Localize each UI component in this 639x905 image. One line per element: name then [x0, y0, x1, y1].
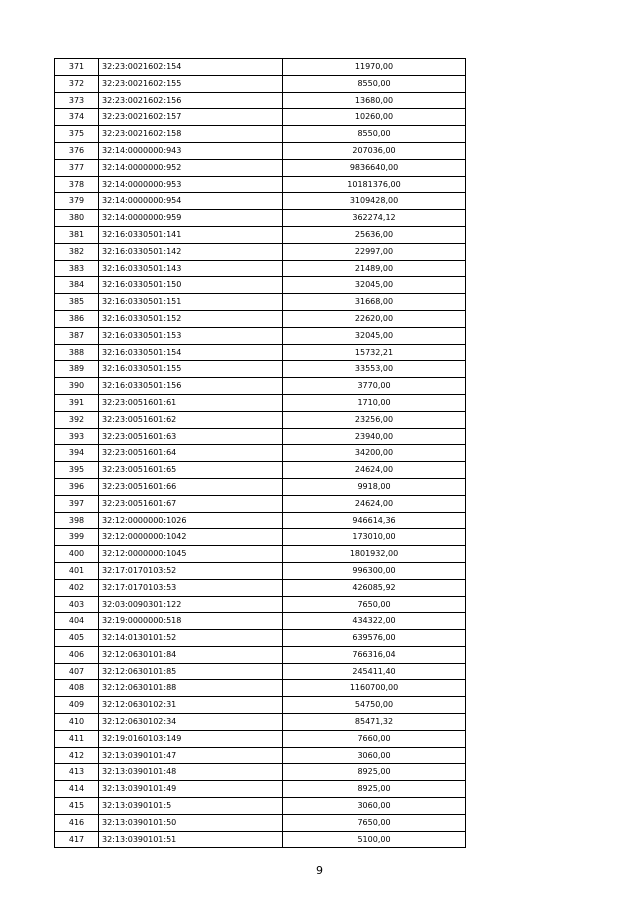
table-row — [55, 764, 466, 781]
value-cell: 3770,00 — [283, 378, 466, 395]
table-row — [55, 697, 466, 714]
cadastral-number-cell: 32:16:0330501:155 — [99, 361, 283, 378]
value-cell: 434322,00 — [283, 613, 466, 630]
cadastral-number-cell: 32:23:0021602:155 — [99, 75, 283, 92]
cadastral-number-cell: 32:23:0051601:61 — [99, 394, 283, 411]
cadastral-number-cell: 32:13:0390101:47 — [99, 747, 283, 764]
cadastral-number-cell: 32:17:0170103:52 — [99, 562, 283, 579]
row-number-cell: 407 — [55, 663, 99, 680]
table-row — [55, 327, 466, 344]
row-number-cell: 409 — [55, 697, 99, 714]
value-cell: 85471,32 — [283, 714, 466, 731]
value-cell: 21489,00 — [283, 260, 466, 277]
value-cell: 245411,40 — [283, 663, 466, 680]
cadastral-number-cell: 32:23:0051601:65 — [99, 462, 283, 479]
row-number-cell: 405 — [55, 630, 99, 647]
table-row — [55, 630, 466, 647]
cadastral-number-cell: 32:23:0051601:64 — [99, 445, 283, 462]
cadastral-number-cell: 32:16:0330501:152 — [99, 310, 283, 327]
cadastral-number-cell: 32:19:0000000:518 — [99, 613, 283, 630]
value-cell: 13680,00 — [283, 92, 466, 109]
row-number-cell: 403 — [55, 596, 99, 613]
row-number-cell: 379 — [55, 193, 99, 210]
table-row — [55, 310, 466, 327]
row-number-cell: 412 — [55, 747, 99, 764]
row-number-cell: 408 — [55, 680, 99, 697]
value-cell: 362274,12 — [283, 210, 466, 227]
cadastral-number-cell: 32:13:0390101:51 — [99, 831, 283, 848]
page-number: 9 — [316, 864, 323, 877]
cadastral-number-cell: 32:12:0630102:34 — [99, 714, 283, 731]
row-number-cell: 381 — [55, 226, 99, 243]
cadastral-number-cell: 32:17:0170103:53 — [99, 579, 283, 596]
cadastral-number-cell: 32:16:0330501:156 — [99, 378, 283, 395]
value-cell: 1801932,00 — [283, 546, 466, 563]
cadastral-number-cell: 32:19:0160103:149 — [99, 730, 283, 747]
value-cell: 7650,00 — [283, 814, 466, 831]
table-row — [55, 579, 466, 596]
value-cell: 22997,00 — [283, 243, 466, 260]
row-number-cell: 401 — [55, 562, 99, 579]
value-cell: 34200,00 — [283, 445, 466, 462]
table-row — [55, 361, 466, 378]
value-cell: 3060,00 — [283, 798, 466, 815]
table-row — [55, 798, 466, 815]
cadastral-number-cell: 32:12:0000000:1026 — [99, 512, 283, 529]
value-cell: 8925,00 — [283, 781, 466, 798]
value-cell: 33553,00 — [283, 361, 466, 378]
value-cell: 996300,00 — [283, 562, 466, 579]
cadastral-value-table — [54, 58, 466, 848]
value-cell: 8925,00 — [283, 764, 466, 781]
cadastral-number-cell: 32:13:0390101:50 — [99, 814, 283, 831]
value-cell: 3060,00 — [283, 747, 466, 764]
cadastral-number-cell: 32:23:0051601:67 — [99, 495, 283, 512]
row-number-cell: 376 — [55, 142, 99, 159]
table-row — [55, 462, 466, 479]
cadastral-number-cell: 32:14:0000000:959 — [99, 210, 283, 227]
row-number-cell: 397 — [55, 495, 99, 512]
value-cell: 24624,00 — [283, 462, 466, 479]
value-cell: 25636,00 — [283, 226, 466, 243]
table-row — [55, 546, 466, 563]
cadastral-number-cell: 32:13:0390101:5 — [99, 798, 283, 815]
value-cell: 426085,92 — [283, 579, 466, 596]
value-cell: 31668,00 — [283, 294, 466, 311]
row-number-cell: 410 — [55, 714, 99, 731]
cadastral-number-cell: 32:16:0330501:151 — [99, 294, 283, 311]
table-row — [55, 193, 466, 210]
cadastral-number-cell: 32:13:0390101:49 — [99, 781, 283, 798]
row-number-cell: 383 — [55, 260, 99, 277]
value-cell: 207036,00 — [283, 142, 466, 159]
row-number-cell: 414 — [55, 781, 99, 798]
cadastral-number-cell: 32:14:0000000:943 — [99, 142, 283, 159]
value-cell: 639576,00 — [283, 630, 466, 647]
cadastral-number-cell: 32:16:0330501:154 — [99, 344, 283, 361]
table-body — [55, 59, 466, 848]
table-row — [55, 344, 466, 361]
table-row — [55, 613, 466, 630]
table-row — [55, 210, 466, 227]
value-cell: 24624,00 — [283, 495, 466, 512]
table-row — [55, 680, 466, 697]
table-row — [55, 478, 466, 495]
table-row — [55, 378, 466, 395]
table-row — [55, 109, 466, 126]
value-cell: 3109428,00 — [283, 193, 466, 210]
value-cell: 1160700,00 — [283, 680, 466, 697]
value-cell: 8550,00 — [283, 126, 466, 143]
table-row — [55, 495, 466, 512]
row-number-cell: 395 — [55, 462, 99, 479]
row-number-cell: 387 — [55, 327, 99, 344]
row-number-cell: 385 — [55, 294, 99, 311]
table-row — [55, 831, 466, 848]
row-number-cell: 396 — [55, 478, 99, 495]
row-number-cell: 374 — [55, 109, 99, 126]
row-number-cell: 384 — [55, 277, 99, 294]
row-number-cell: 373 — [55, 92, 99, 109]
cadastral-number-cell: 32:12:0630101:88 — [99, 680, 283, 697]
row-number-cell: 413 — [55, 764, 99, 781]
value-cell: 32045,00 — [283, 277, 466, 294]
cadastral-number-cell: 32:23:0021602:157 — [99, 109, 283, 126]
row-number-cell: 386 — [55, 310, 99, 327]
table-row — [55, 294, 466, 311]
table-row — [55, 126, 466, 143]
cadastral-number-cell: 32:12:0000000:1045 — [99, 546, 283, 563]
table-row — [55, 646, 466, 663]
value-cell: 5100,00 — [283, 831, 466, 848]
row-number-cell: 380 — [55, 210, 99, 227]
table-row — [55, 714, 466, 731]
cadastral-number-cell: 32:14:0000000:954 — [99, 193, 283, 210]
table-row — [55, 562, 466, 579]
table-row — [55, 663, 466, 680]
cadastral-number-cell: 32:23:0021602:154 — [99, 59, 283, 76]
row-number-cell: 398 — [55, 512, 99, 529]
table-row — [55, 512, 466, 529]
table-row — [55, 75, 466, 92]
cadastral-number-cell: 32:16:0330501:150 — [99, 277, 283, 294]
cadastral-number-cell: 32:13:0390101:48 — [99, 764, 283, 781]
cadastral-number-cell: 32:23:0021602:156 — [99, 92, 283, 109]
table-row — [55, 394, 466, 411]
row-number-cell: 416 — [55, 814, 99, 831]
value-cell: 11970,00 — [283, 59, 466, 76]
table-row — [55, 730, 466, 747]
value-cell: 15732,21 — [283, 344, 466, 361]
row-number-cell: 402 — [55, 579, 99, 596]
cadastral-number-cell: 32:23:0051601:62 — [99, 411, 283, 428]
row-number-cell: 394 — [55, 445, 99, 462]
value-cell: 32045,00 — [283, 327, 466, 344]
row-number-cell: 406 — [55, 646, 99, 663]
value-cell: 946614,36 — [283, 512, 466, 529]
table-row — [55, 428, 466, 445]
cadastral-number-cell: 32:23:0051601:63 — [99, 428, 283, 445]
row-number-cell: 399 — [55, 529, 99, 546]
row-number-cell: 391 — [55, 394, 99, 411]
cadastral-number-cell: 32:12:0630101:85 — [99, 663, 283, 680]
row-number-cell: 378 — [55, 176, 99, 193]
value-cell: 8550,00 — [283, 75, 466, 92]
table-row — [55, 747, 466, 764]
value-cell: 23256,00 — [283, 411, 466, 428]
row-number-cell: 417 — [55, 831, 99, 848]
table-row — [55, 596, 466, 613]
row-number-cell: 372 — [55, 75, 99, 92]
cadastral-number-cell: 32:16:0330501:142 — [99, 243, 283, 260]
table-row — [55, 814, 466, 831]
cadastral-number-cell: 32:16:0330501:141 — [99, 226, 283, 243]
cadastral-number-cell: 32:14:0000000:953 — [99, 176, 283, 193]
value-cell: 7650,00 — [283, 596, 466, 613]
table-row — [55, 92, 466, 109]
table-row — [55, 243, 466, 260]
cadastral-number-cell: 32:23:0021602:158 — [99, 126, 283, 143]
row-number-cell: 371 — [55, 59, 99, 76]
cadastral-number-cell: 32:12:0630102:31 — [99, 697, 283, 714]
row-number-cell: 415 — [55, 798, 99, 815]
cadastral-number-cell: 32:03:0090301:122 — [99, 596, 283, 613]
cadastral-number-cell: 32:12:0000000:1042 — [99, 529, 283, 546]
cadastral-number-cell: 32:14:0130101:52 — [99, 630, 283, 647]
row-number-cell: 377 — [55, 159, 99, 176]
row-number-cell: 392 — [55, 411, 99, 428]
row-number-cell: 393 — [55, 428, 99, 445]
row-number-cell: 390 — [55, 378, 99, 395]
table-row — [55, 277, 466, 294]
value-cell: 9836640,00 — [283, 159, 466, 176]
row-number-cell: 388 — [55, 344, 99, 361]
cadastral-number-cell: 32:23:0051601:66 — [99, 478, 283, 495]
table-row — [55, 142, 466, 159]
cadastral-number-cell: 32:14:0000000:952 — [99, 159, 283, 176]
table-row — [55, 445, 466, 462]
value-cell: 1710,00 — [283, 394, 466, 411]
value-cell: 7660,00 — [283, 730, 466, 747]
row-number-cell: 404 — [55, 613, 99, 630]
cadastral-number-cell: 32:12:0630101:84 — [99, 646, 283, 663]
row-number-cell: 382 — [55, 243, 99, 260]
table-row — [55, 176, 466, 193]
value-cell: 22620,00 — [283, 310, 466, 327]
value-cell: 54750,00 — [283, 697, 466, 714]
value-cell: 173010,00 — [283, 529, 466, 546]
table-row — [55, 781, 466, 798]
table-row — [55, 159, 466, 176]
row-number-cell: 375 — [55, 126, 99, 143]
table-row — [55, 260, 466, 277]
table-row — [55, 59, 466, 76]
row-number-cell: 389 — [55, 361, 99, 378]
row-number-cell: 411 — [55, 730, 99, 747]
value-cell: 10260,00 — [283, 109, 466, 126]
cadastral-number-cell: 32:16:0330501:153 — [99, 327, 283, 344]
value-cell: 9918,00 — [283, 478, 466, 495]
value-cell: 766316,04 — [283, 646, 466, 663]
row-number-cell: 400 — [55, 546, 99, 563]
table-row — [55, 411, 466, 428]
value-cell: 23940,00 — [283, 428, 466, 445]
cadastral-number-cell: 32:16:0330501:143 — [99, 260, 283, 277]
table-row — [55, 529, 466, 546]
table-row — [55, 226, 466, 243]
value-cell: 10181376,00 — [283, 176, 466, 193]
